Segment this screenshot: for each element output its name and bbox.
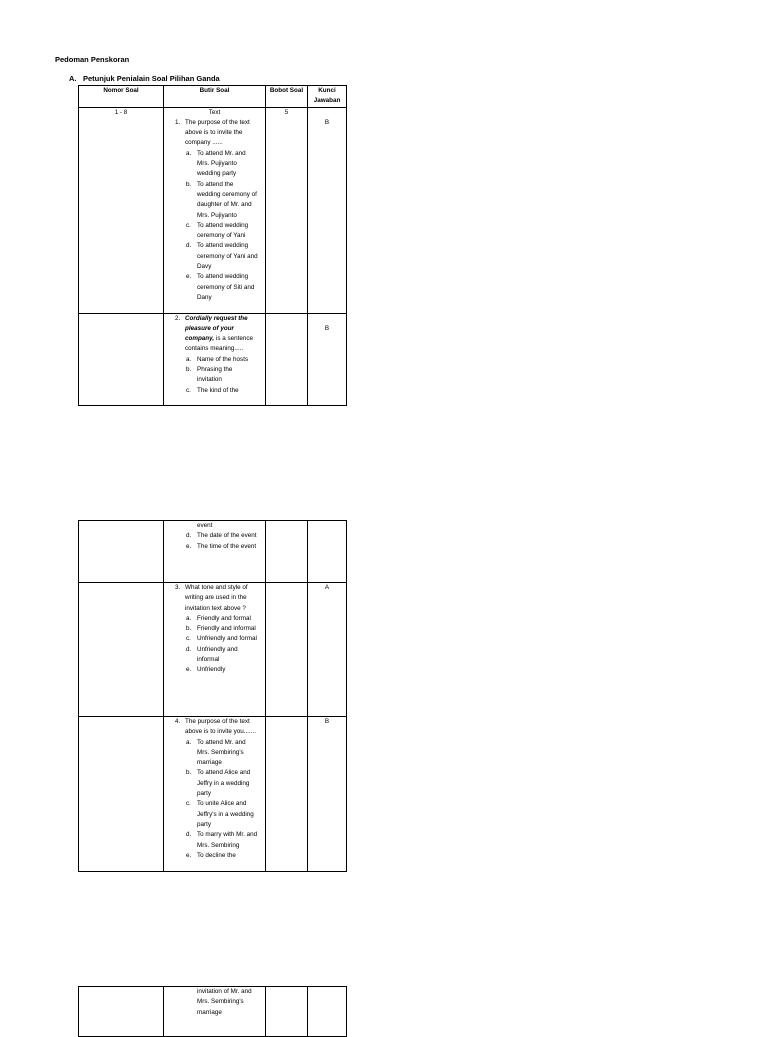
table-row-q4-cont — [79, 987, 347, 1037]
option-b: b. To attend Alice and Jeffry in a wedding party — [186, 769, 251, 798]
cell-answer-key: A — [308, 583, 347, 717]
section-letter: A. — [69, 74, 77, 83]
cell-key-empty — [308, 521, 347, 583]
cell-question-1 — [164, 107, 266, 313]
option-c: c. To attend wedding ceremony of Yani — [186, 221, 249, 240]
option-a: a. Name of the hosts — [186, 355, 249, 363]
option-d: d. Unfriendly and informal — [186, 645, 238, 664]
option-a: a. Friendly and formal — [186, 614, 251, 622]
option-d: d. The date of the event — [186, 532, 257, 540]
cell-bobot-empty — [266, 583, 308, 717]
table-row-q2-cont — [79, 521, 347, 583]
question-stem: 2. Cordially request the pleasure of your company, is a sentence contains meaning..... — [175, 314, 254, 353]
cell-answer-key: B — [308, 107, 347, 313]
question-stem: 1. The purpose of the text above is to invite the company ...... — [175, 118, 250, 147]
option-e: e. Unfriendly — [186, 666, 226, 674]
page-heading: Pedoman Penskoran — [55, 55, 130, 64]
scoring-table-part-3 — [78, 986, 347, 1037]
table-row-q3 — [79, 583, 347, 717]
table-row-q4 — [79, 717, 347, 872]
cell-bobot: 5 — [266, 107, 308, 313]
header-nomor-soal: Nomor Soal — [79, 86, 164, 108]
section-title — [69, 74, 220, 83]
option-b: b. Friendly and informal — [186, 625, 256, 633]
option-d: d. To attend wedding ceremony of Yani and Davy — [186, 242, 258, 271]
cell-nomor-empty — [79, 313, 164, 405]
cell-question-2 — [164, 313, 266, 405]
scoring-table-part-1 — [78, 85, 347, 406]
cell-nomor-empty — [79, 583, 164, 717]
header-bobot-soal: Bobot Soal — [266, 86, 308, 108]
question-stem: 4. The purpose of the text above is to invite you....... — [175, 718, 257, 736]
option-c-cont: event — [197, 522, 213, 529]
cell-bobot-empty — [266, 717, 308, 872]
table-row-q1 — [79, 107, 347, 313]
option-a: a. To attend Mr. and Mrs. Pujiyanto wedding party — [186, 149, 246, 178]
scoring-table-part-2 — [78, 520, 347, 872]
cell-nomor-empty — [79, 521, 164, 583]
option-a: a. To attend Mr. and Mrs. Sembiring's marriage — [186, 738, 246, 767]
table-header-row — [79, 86, 347, 108]
cell-question-2-cont — [164, 521, 266, 583]
option-d: d. To marry with Mr. and Mrs. Sembiring — [186, 831, 258, 849]
question-stem: 3. What tone and style of writing are used in the invitation text above ? — [175, 584, 248, 612]
cell-answer-key: B — [308, 717, 347, 872]
option-c: c. The kind of the — [186, 386, 239, 394]
cell-answer-key: B — [308, 313, 347, 405]
option-e: e. To attend wedding ceremony of Siti and Dany — [186, 273, 255, 301]
header-kunci-jawaban: Kunci Jawaban — [308, 86, 347, 108]
cell-question-4 — [164, 717, 266, 872]
text-label: Text — [208, 108, 221, 116]
cell-nomor-empty — [79, 987, 164, 1037]
cell-key-empty — [308, 987, 347, 1037]
table-row-q2 — [79, 313, 347, 405]
cell-bobot-empty — [266, 313, 308, 405]
cell-question-3 — [164, 583, 266, 717]
option-e: e. To decline the — [186, 851, 236, 859]
section-title-text: Petunjuk Penialain Soal Pilihan Ganda — [83, 74, 220, 83]
option-b: b. To attend the wedding ceremony of daughter of Mr. and Mrs. Pujiyanto — [186, 180, 257, 219]
option-c: c. Unfriendly and formal — [186, 635, 257, 643]
option-e-cont: invitation of Mr. and Mrs. Sembiring's marriage — [197, 988, 252, 1016]
cell-question-4-cont — [164, 987, 266, 1037]
cell-nomor-soal: 1 - 8 — [79, 107, 164, 313]
option-c: c. To unite Alice and Jeffry's in a wedding party — [186, 800, 254, 828]
cell-bobot-empty — [266, 987, 308, 1037]
option-b: b. Phrasing the invitation — [186, 366, 233, 384]
header-butir-soal: Butir Soal — [164, 86, 266, 108]
cell-bobot-empty — [266, 521, 308, 583]
cell-nomor-empty — [79, 717, 164, 872]
option-e: e. The time of the event — [186, 542, 257, 550]
